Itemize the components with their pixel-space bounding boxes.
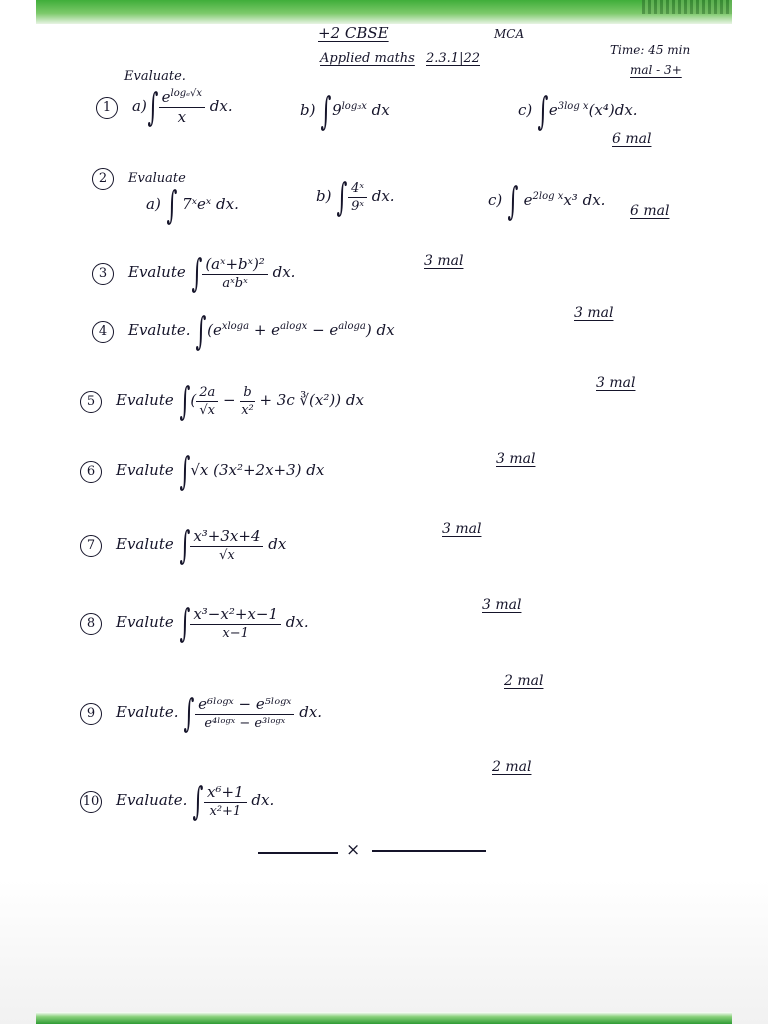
question-8: 8 Evalute ∫ $\frac{\text{x³−x²+x−1}}{x-1}$ dx. — [80, 604, 309, 642]
question-7: 7 Evalute ∫ $\frac{\text{x³+3x+4}}{√x}$ dx — [80, 526, 286, 564]
q3-marks: 3 mal — [424, 253, 464, 269]
question-5: 5 Evalute ∫( $\frac{2a}{√x}$ − $\frac{b}{\text{x²}}$ + 3c ∛(x²)) dx — [80, 382, 364, 420]
end-mark: × — [346, 840, 361, 860]
question-3: 3 Evalute ∫ $\frac{\text{(aˣ+bˣ)²}}{\text{aˣbˣ}}$ dx. — [92, 254, 295, 292]
q10-marks: 2 mal — [492, 759, 532, 775]
question-2b: b) ∫ $\frac{\text{4ˣ}}{\text{9ˣ}}$ dx. — [316, 175, 395, 219]
photo-edge-top — [36, 0, 732, 24]
question-6: 6 Evalute ∫√x (3x²+2x+3) dx — [80, 452, 324, 490]
q6-marks: 3 mal — [496, 451, 536, 467]
question-1: 1 a)∫ $\frac{e^{log_e√x}}{x}$ dx. — [96, 88, 233, 126]
total-marks: mal - 3+ — [630, 63, 682, 77]
question-9: 9 Evalute. ∫ $\frac{\text{e⁶ˡᵒᵍˣ − e⁵ˡᵒᵍˣ}}{\text{e⁴ˡᵒᵍˣ − e³ˡᵒᵍˣ}}$ dx. — [80, 694, 322, 732]
question-number: 1 — [96, 97, 118, 119]
time-label: Time: 45 min — [610, 43, 691, 57]
paper-shadow — [0, 880, 768, 1024]
exam-date: 2.3.1|22 — [426, 51, 480, 66]
q1-marks: 6 mal — [612, 131, 652, 147]
question-4: 4 Evalute. $\int(e^{xloga} + e^{alogx} - e^{aloga})$ dx — [92, 312, 395, 350]
q7-marks: 3 mal — [442, 521, 482, 537]
end-rule-right — [372, 850, 486, 852]
q5-marks: 3 mal — [596, 375, 636, 391]
end-rule-left — [258, 852, 338, 854]
q9-marks: 2 mal — [504, 673, 544, 689]
photo-edge-bottom — [36, 1012, 732, 1024]
subject-title: Applied maths — [320, 51, 415, 66]
question-1c: c) $\int e^{3log x}(x^4)dx$. — [518, 89, 638, 133]
question-2: 2 Evaluate — [92, 168, 186, 190]
q8-marks: 3 mal — [482, 597, 522, 613]
question-1b: b) $\int 9^{log_3x}$ dx — [300, 89, 390, 133]
exam-code: +2 CBSE — [318, 24, 389, 42]
q2-marks: 6 mal — [630, 203, 670, 219]
q4-marks: 3 mal — [574, 305, 614, 321]
q1-label: Evaluate. — [124, 69, 186, 84]
question-2a: a) ∫ 7ˣeˣ dx. — [146, 183, 239, 227]
question-2c: c) ∫ $e^{2log x}x^3$ dx. — [488, 179, 606, 223]
stream-label: MCA — [494, 27, 525, 41]
question-10: 10 Evaluate. ∫ $\frac{\text{x⁶+1}}{\text{x²+1}}$ dx. — [80, 782, 274, 820]
